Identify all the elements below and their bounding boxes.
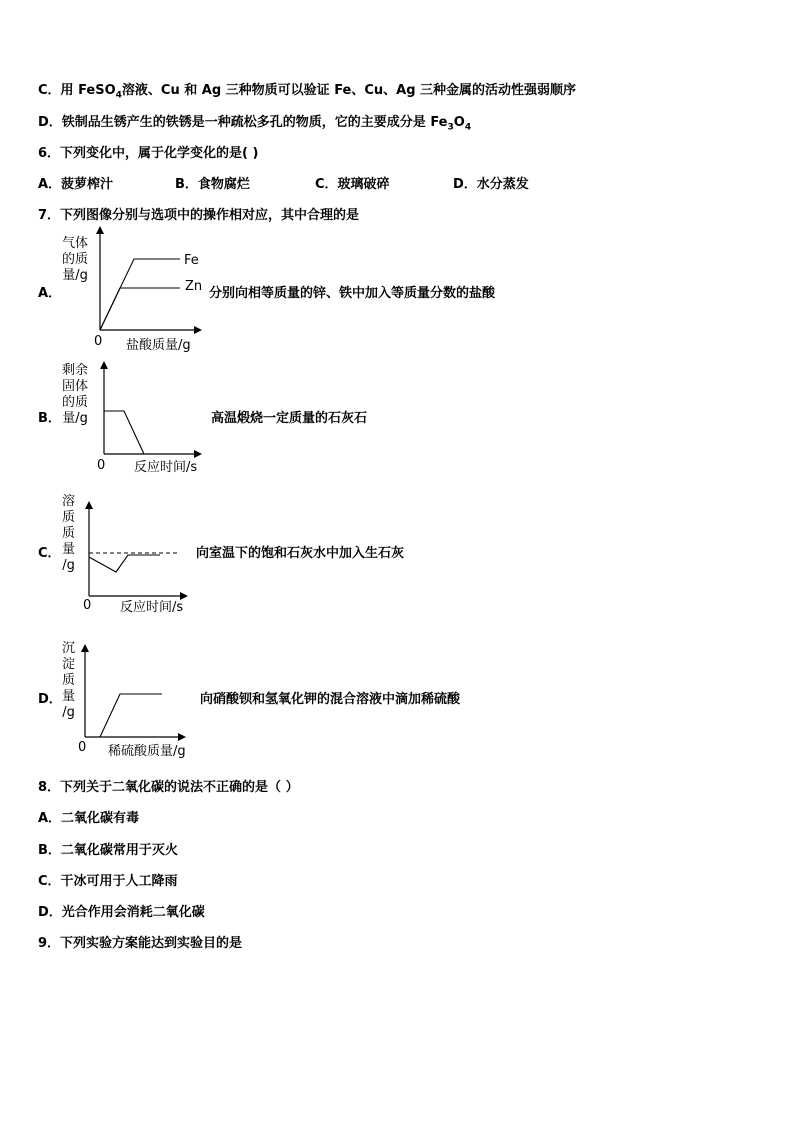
graph-a-series-fe: Fe [184, 253, 199, 268]
q5-option-c: C．用 FeSO$_4$溶液、Cu 和 Ag 三种物质可以验证 Fe、Cu、Ag 三种金属的活动性强弱顺序 [38, 83, 577, 101]
graph-a-desc: 分别向相等质量的锌、铁中加入等质量分数的盐酸 [209, 286, 496, 301]
graph-b-xlabel: 反应时间/s [134, 460, 198, 475]
q7-stem: 7．下列图像分别与选项中的操作相对应，其中合理的是 [38, 208, 360, 223]
q6-option-c: C．玻璃破碎 [315, 177, 390, 192]
graph-a-xlabel: 盐酸质量/g [126, 338, 191, 353]
q9-stem: 9．下列实验方案能达到实验目的是 [38, 936, 243, 951]
graph-c-xlabel: 反应时间/s [120, 600, 184, 615]
q8-option-c: C．干冰可用于人工降雨 [38, 874, 178, 889]
graph-b-desc: 高温煅烧一定质量的石灰石 [211, 411, 368, 426]
graph-a-ylabel: 气体 的质 量/g [62, 236, 89, 283]
graph-b-origin: 0 [97, 458, 106, 473]
q7-option-c-letter: C． [38, 546, 61, 561]
q7-option-d-letter: D． [38, 692, 62, 707]
graph-d-origin: 0 [78, 740, 87, 755]
graph-b-ylabel: 剩余 固体 的质 量/g [62, 363, 89, 426]
graph-a-series-zn: Zn [185, 279, 203, 294]
graph-d-line [100, 694, 162, 737]
q6-stem: 6．下列变化中，属于化学变化的是( ) [38, 146, 259, 161]
q5-option-d: D．铁制品生锈产生的铁锈是一种疏松多孔的物质，它的主要成分是 $Fe_3O_4$ [38, 115, 472, 133]
q8-option-b: B．二氧化碳常用于灭火 [38, 843, 178, 858]
q8-option-a: A．二氧化碳有毒 [38, 811, 140, 826]
graph-d-xlabel: 稀硫酸质量/g [108, 744, 186, 759]
graph-d-ylabel: 沉 淀 质 量 /g [62, 641, 76, 720]
q7-option-a-letter: A． [38, 286, 62, 301]
graph-c-desc: 向室温下的饱和石灰水中加入生石灰 [196, 546, 405, 561]
graph-a-origin: 0 [94, 334, 103, 349]
q7-option-b-letter: B． [38, 411, 61, 426]
q6-option-a: A．菠萝榨汁 [38, 177, 114, 192]
q8-stem: 8．下列关于二氧化碳的说法不正确的是（ ） [38, 780, 299, 795]
q6-option-b: B．食物腐烂 [175, 177, 250, 192]
graph-d-desc: 向硝酸钡和氢氧化钾的混合溶液中滴加稀硫酸 [200, 692, 461, 707]
graph-c-origin: 0 [83, 598, 92, 613]
graph-d-y-arrow [81, 644, 89, 652]
graph-d-x-arrow [178, 733, 186, 741]
graph-c-ylabel: 溶 质 质 量 /g [62, 494, 76, 573]
q8-option-d: D．光合作用会消耗二氧化碳 [38, 905, 205, 920]
q6-option-d: D．水分蒸发 [453, 177, 529, 192]
